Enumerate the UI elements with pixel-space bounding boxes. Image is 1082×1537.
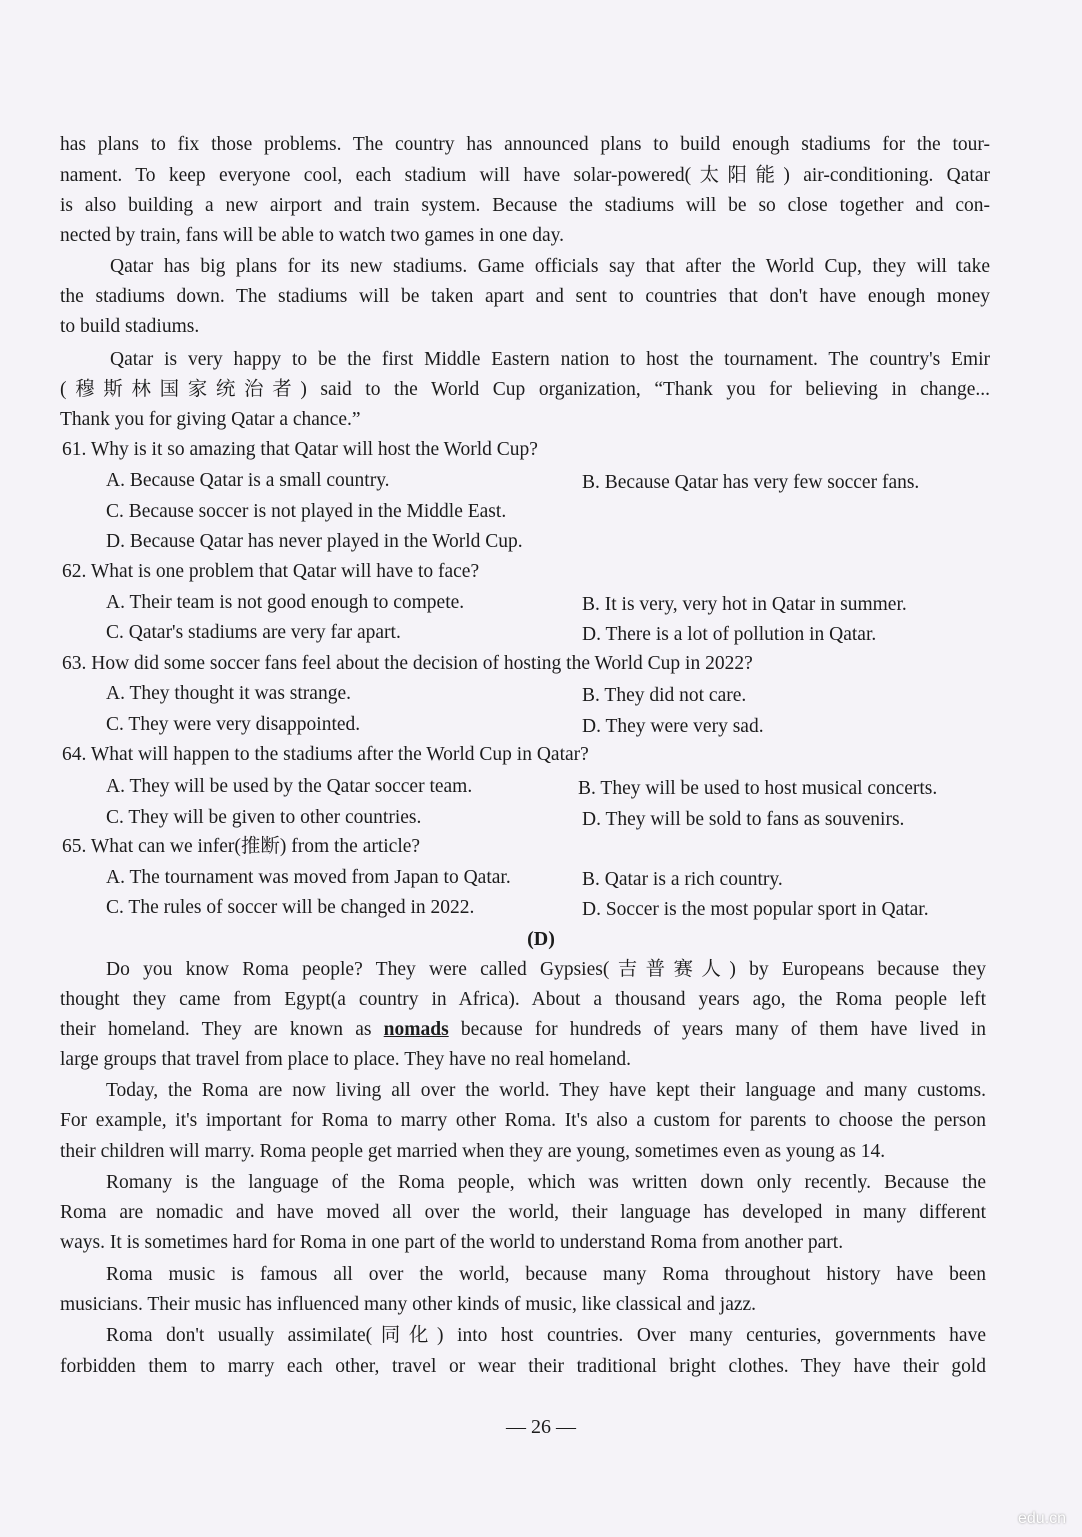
option-b: B. Qatar is a rich country. xyxy=(582,869,783,890)
watermark-text: edu.cn xyxy=(1018,1510,1067,1527)
passage-line: nament. To keep everyone cool, each stadium will have solar-powered(太阳能) air-conditioning. Qatar xyxy=(60,165,990,186)
passage-line: For example, it's important for Roma to marry other Roma. It's also a custom for parents to choose the person xyxy=(60,1110,986,1131)
keyword-nomads: nomads xyxy=(383,1019,449,1040)
passage-line: Do you know Roma people? They were called Gypsies(吉普赛人) by Europeans because they xyxy=(106,959,986,980)
option-d: D. There is a lot of pollution in Qatar. xyxy=(582,624,877,645)
question-stem: 63. How did some soccer fans feel about the decision of hosting the World Cup in 2022? xyxy=(62,653,753,674)
passage-line xyxy=(60,1015,986,1045)
passage-line: Roma music is famous all over the world, because many Roma throughout history have been xyxy=(106,1264,986,1285)
question-stem: 61. Why is it so amazing that Qatar will host the World Cup? xyxy=(62,439,538,460)
text-run: their homeland. They are known as xyxy=(60,1019,384,1040)
option-d: D. They were very sad. xyxy=(582,716,764,737)
option-c: C. The rules of soccer will be changed in 2022. xyxy=(106,897,475,918)
option-a: A. They will be used by the Qatar soccer team. xyxy=(106,776,473,797)
option-b: B. They will be used to host musical concerts. xyxy=(578,778,938,799)
passage-line: thought they came from Egypt(a country in Africa). About a thousand years ago, the Roma people left xyxy=(60,989,986,1010)
page-number: — 26 — xyxy=(506,1416,576,1438)
option-d: D. They will be sold to fans as souvenirs. xyxy=(582,809,905,830)
option-c: C. They were very disappointed. xyxy=(106,714,361,735)
option-a: A. The tournament was moved from Japan to Qatar. xyxy=(106,867,511,888)
option-c: C. Qatar's stadiums are very far apart. xyxy=(106,622,401,643)
passage-line: forbidden them to marry each other, travel or wear their traditional bright clothes. They have their gold xyxy=(60,1356,986,1377)
question-stem: 62. What is one problem that Qatar will have to face? xyxy=(62,561,480,582)
option-b: B. They did not care. xyxy=(582,685,747,706)
passage-line: Roma don't usually assimilate(同化) into host countries. Over many centuries, governments have xyxy=(106,1325,986,1346)
question-stem: 65. What can we infer(推断) from the article? xyxy=(62,836,421,857)
option-d: D. Because Qatar has never played in the World Cup. xyxy=(106,531,523,552)
option-b: B. Because Qatar has very few soccer fans. xyxy=(582,472,920,493)
question-stem: 64. What will happen to the stadiums after the World Cup in Qatar? xyxy=(62,744,589,765)
passage-line: ways. It is sometimes hard for Roma in one part of the world to understand Roma from another part. xyxy=(60,1232,844,1253)
option-a: A. Their team is not good enough to compete. xyxy=(106,592,465,613)
passage-line: their children will marry. Roma people get married when they are young, sometimes even as young as 14. xyxy=(60,1141,886,1162)
text-run: because for hundreds of years many of them have lived in xyxy=(448,1019,986,1040)
passage-line: Qatar has big plans for its new stadiums. Game officials say that after the World Cup, they will take xyxy=(110,256,990,277)
passage-line: Today, the Roma are now living all over the world. They have kept their language and many customs. xyxy=(106,1080,986,1101)
option-c: C. They will be given to other countries. xyxy=(106,807,422,828)
option-c: C. Because soccer is not played in the Middle East. xyxy=(106,501,507,522)
passage-line: (穆斯林国家统治者) said to the World Cup organization, “Thank you for believing in change... xyxy=(60,379,990,400)
passage-line: Romany is the language of the Roma people, which was written down only recently. Because the xyxy=(106,1172,986,1193)
section-d-label: (D) xyxy=(527,928,555,950)
passage-line: is also building a new airport and train system. Because the stadiums will be so close together and con- xyxy=(60,195,990,216)
passage-line: has plans to fix those problems. The country has announced plans to build enough stadiums for the tour- xyxy=(60,134,990,155)
passage-line: Qatar is very happy to be the first Middle Eastern nation to host the tournament. The country's Emir xyxy=(110,349,990,370)
passage-line: nected by train, fans will be able to watch two games in one day. xyxy=(60,225,564,246)
passage-line: Thank you for giving Qatar a chance.” xyxy=(60,409,361,430)
passage-line: Roma are nomadic and have moved all over the world, their language has developed in many different xyxy=(60,1202,986,1223)
option-a: A. They thought it was strange. xyxy=(106,683,351,704)
passage-line: large groups that travel from place to place. They have no real homeland. xyxy=(60,1049,632,1070)
option-b: B. It is very, very hot in Qatar in summer. xyxy=(582,594,907,615)
option-a: A. Because Qatar is a small country. xyxy=(106,470,390,491)
passage-line: to build stadiums. xyxy=(60,316,200,337)
passage-line: the stadiums down. The stadiums will be taken apart and sent to countries that don't have enough money xyxy=(60,286,990,307)
passage-line: musicians. Their music has influenced many other kinds of music, like classical and jazz. xyxy=(60,1294,757,1315)
option-d: D. Soccer is the most popular sport in Qatar. xyxy=(582,899,929,920)
